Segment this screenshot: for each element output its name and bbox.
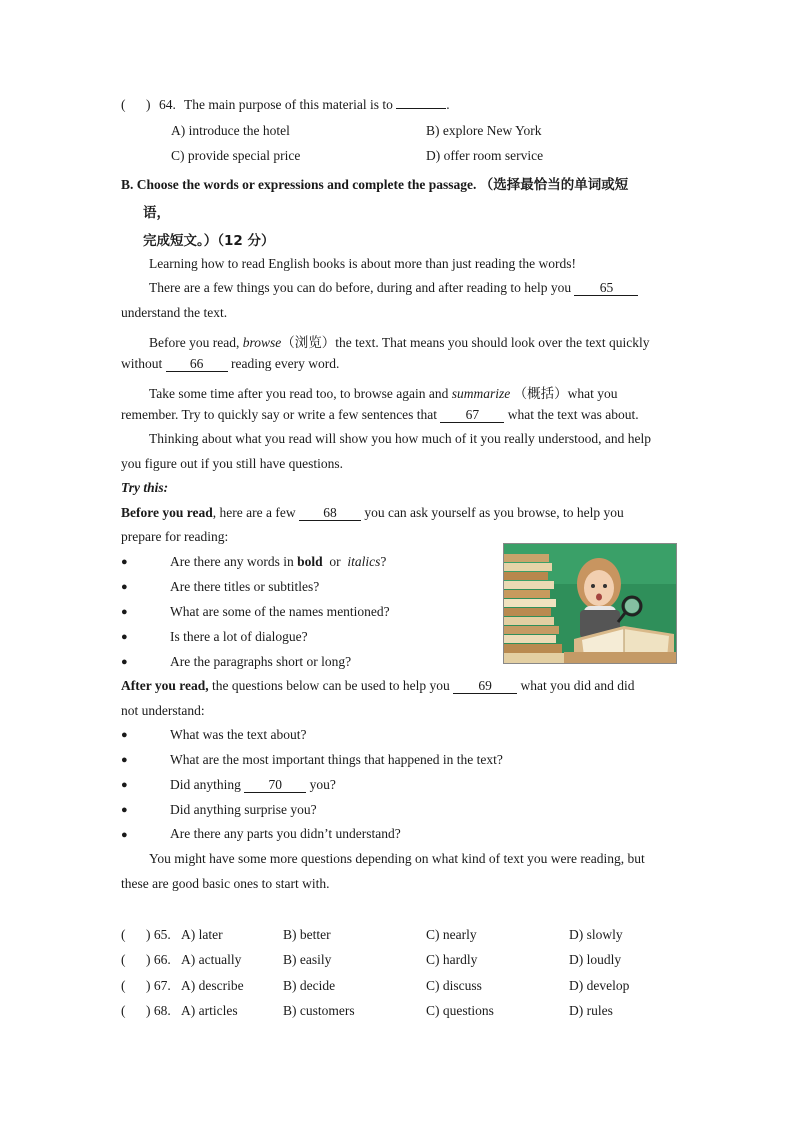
bullet-dot-icon: ● [121,804,128,816]
bullet-dot-icon: ● [121,779,128,791]
section-b-title: B. Choose the words or expressions and complete the passage. （选择最恰当的单词或短 [121,177,629,193]
section-b-subtitle: 完成短文。）（12 分） [143,233,275,249]
bullet-dot-icon: ● [121,631,128,643]
q64-answer-blank[interactable] [396,108,446,109]
try-this-heading: Try this: [121,480,169,495]
q64-paren-close: ) [146,97,151,112]
bullet-dot-icon: ● [121,729,128,741]
question-number: ) 67. [146,978,171,993]
passage-p5-cont: you figure out if you still have questions. [121,456,343,471]
after-read-line-cont: not understand: [121,703,205,718]
question-number: ) 66. [146,952,171,967]
q64-option-b: B) explore New York [426,123,542,138]
bullet-dot-icon: ● [121,606,128,618]
bullet-dot-icon: ● [121,556,128,568]
after-list-item: What was the text about? [170,727,307,742]
bullet-dot-icon: ● [121,754,128,766]
after-read-line: After you read, the questions below can be used to help you 69 what you did and did [121,678,635,693]
question-number: ) 68. [146,1003,171,1018]
option-d: D) loudly [569,952,622,967]
section-b-title-cont: 语， [143,205,170,221]
option-c: C) nearly [426,927,477,942]
bullet-dot-icon: ● [121,656,128,668]
bullet-dot-icon: ● [121,581,128,593]
before-read-line-cont: prepare for reading: [121,529,229,544]
q64-option-c: C) provide special price [171,148,301,163]
q64-number: 64. [159,97,176,112]
after-list-item: Did anything surprise you? [170,802,317,817]
blank-67[interactable]: 67 [440,408,504,423]
question-paren[interactable]: ( [121,1003,126,1018]
q64-paren-open: ( [121,97,126,112]
option-c: C) questions [426,1003,494,1018]
q64-stem: The main purpose of this material is to . [184,97,450,112]
option-a: A) actually [181,952,242,967]
passage-closing: You might have some more questions depending on what kind of text you were reading, but [149,851,645,866]
option-c: C) hardly [426,952,478,967]
option-a: A) later [181,927,223,942]
blank-70[interactable]: 70 [244,778,306,793]
blank-65[interactable]: 65 [574,281,638,296]
blank-69[interactable]: 69 [453,679,517,694]
option-c: C) discuss [426,978,482,993]
q64-option-d: D) offer room service [426,148,544,163]
option-a: A) describe [181,978,244,993]
q64-option-a: A) introduce the hotel [171,123,290,138]
after-list-item: What are the most important things that happened in the text? [170,752,503,767]
passage-p3-cont: without 66 reading every word. [121,356,340,371]
before-read-line: Before you read, here are a few 68 you can ask yourself as you browse, to help you [121,505,624,520]
before-list-item: What are some of the names mentioned? [170,604,390,619]
passage-p4-cont: remember. Try to quickly say or write a few sentences that 67 what the text was about. [121,407,639,422]
blank-66[interactable]: 66 [166,357,228,372]
option-b: B) decide [283,978,336,993]
passage-p2-cont: understand the text. [121,305,228,320]
passage-p3: Before you read, browse（浏览）the text. That means you should look over the text quickly [149,335,650,351]
option-d: D) slowly [569,927,623,942]
question-paren[interactable]: ( [121,952,126,967]
passage-closing-cont: these are good basic ones to start with. [121,876,330,891]
before-list-item: Are there titles or subtitles? [170,579,320,594]
before-list-item: Are there any words in bold or italics? [170,554,387,569]
after-list-item: Did anything 70 you? [170,777,336,792]
option-b: B) easily [283,952,332,967]
question-paren[interactable]: ( [121,978,126,993]
question-number: ) 65. [146,927,171,942]
question-paren[interactable]: ( [121,927,126,942]
passage-p5: Thinking about what you read will show you how much of it you really understood, and help [149,431,652,446]
passage-p2: There are a few things you can do before, during and after reading to help you 65 [149,280,638,296]
option-d: D) develop [569,978,630,993]
option-d: D) rules [569,1003,613,1018]
passage-p1: Learning how to read English books is about more than just reading the words! [149,256,577,271]
before-list-item: Is there a lot of dialogue? [170,629,308,644]
bullet-dot-icon: ● [121,829,128,841]
passage-p4: Take some time after you read too, to browse again and summarize （概括）what you [149,386,618,402]
option-b: B) customers [283,1003,355,1018]
reading-girl-photo [503,543,677,664]
blank-68[interactable]: 68 [299,506,361,521]
before-list-item: Are the paragraphs short or long? [170,654,352,669]
option-a: A) articles [181,1003,238,1018]
after-list-item: Are there any parts you didn’t understand? [170,826,401,841]
option-b: B) better [283,927,331,942]
